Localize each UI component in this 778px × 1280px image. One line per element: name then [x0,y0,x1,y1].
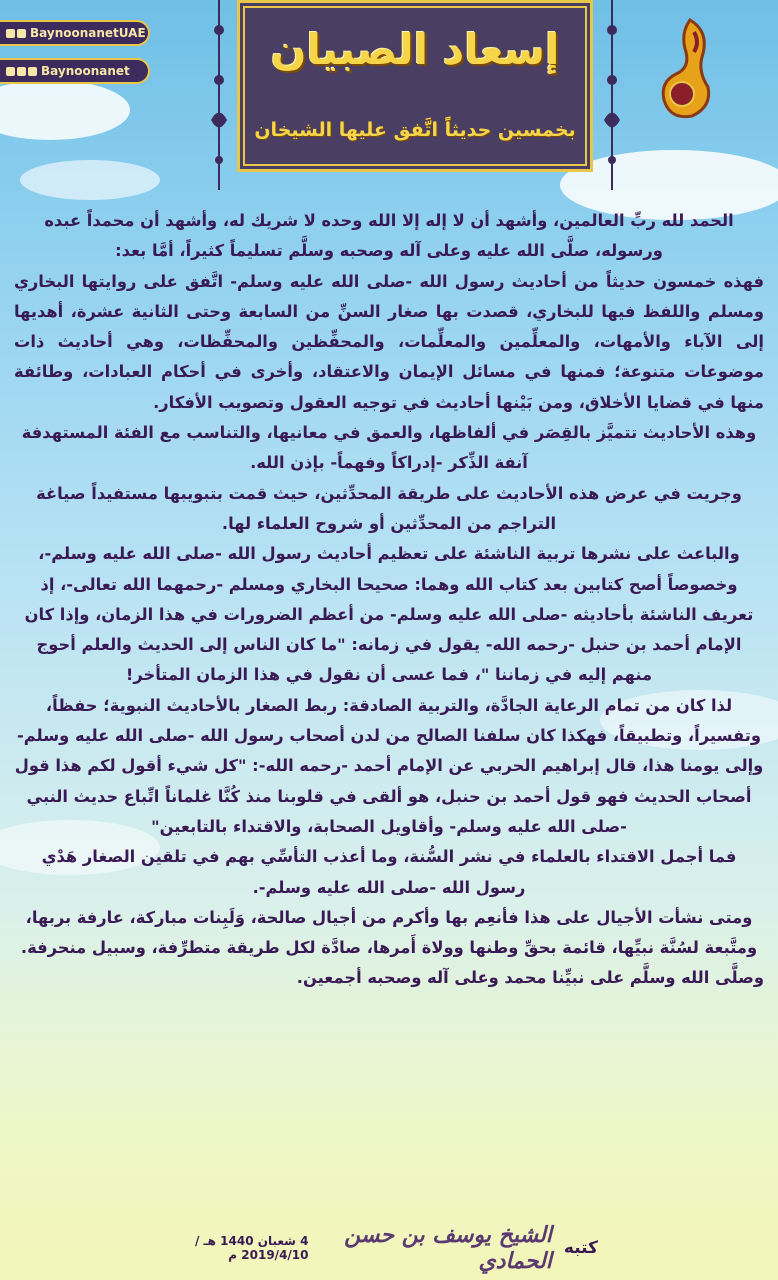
cloud-decoration [0,80,130,140]
paragraph: الحمد لله ربِّ العالمين، وأشهد أن لا إله إلا الله وحده لا شريك له، وأشهد أن محمداً عبده ورسوله، صلَّى الله عليه وعلى آله وصحبه وسلَّم تسليماً كثيراً، أمَّا بعد: [44,211,734,261]
paragraph: لذا كان من تمام الرعاية الجادَّة، والتربية الصادقة: ربط الصغار بالأحاديث النبوية؛ حفظاً، وتفسيراً، وتطبيقاً، فهكذا كان سلفنا الصالح من لدن أصحاب رسول الله -صلى الله عليه وسلم- وإلى يومنا هذا، قال إبراهيم الحربي عن الإمام أحمد -رحمه الله-: "كل شيء أقول لكم هذا قول أصحاب الحديث فهو قول أحمد بن حنبل، هو ألقى في قلوبنا منذ كُنَّا غلماناً اتِّباع حديث النبي -صلى الله عليه وسلم- وأقاويل الصحابة، والاقتداء بالتابعين" [14,695,764,836]
paragraph: فهذه خمسون حديثاً من أحاديث رسول الله -صلى الله عليه وسلم- اتَّفق على روايتها البخاري ومسلم واللفظ فيها للبخاري، قصدت بها صغار السنِّ من السابعة وحتى الثانية عشرة، أهديها إلى الآباء والأمهات، والمعلِّمين والمعلِّمات، والمحفِّظين والمحفِّظات، وهي أحاديث ذات موضوعات متنوعة؛ فمنها في مسائل الإيمان والاعتقاد، وأخرى في أحكام العبادات، وطائفة منها في قضايا الأخلاق، ومن بَيْنها أحاديث في توجيه العقول وتصويب الأفكار. [14,271,764,412]
page-subtitle: بخمسين حديثاً اتَّفق عليها الشيخان [254,119,576,141]
paragraph: فما أجمل الاقتداء بالعلماء في نشر السُّنة، وما أعذب التأسِّي بهم في تلقين الصغار هَدْي رسول الله -صلى الله عليه وسلم-. [41,847,737,897]
social-handle-badge[interactable] [0,58,150,84]
written-by-label: كتبه [563,1238,598,1258]
closing-paragraph: وصلَّى الله وسلَّم على نبيِّنا محمد وعلى آله وصحبه أجمعين. [296,968,764,988]
page-title: إسعاد الصبيان [270,25,560,74]
social-handle-label: Baynoonanet [41,64,130,78]
signature-footer [150,1222,598,1274]
paragraph: وجريت في عرض هذه الأحاديث على طريقة المحدِّثين، حيث قمت بتبويبها مستفيداً صياغة التراجم من المحدِّثين أو شروح العلماء لها. [36,483,742,533]
paragraph: ومتى نشأت الأجيال على هذا فأنعِم بها وأكرم من أجيال صالحة، وَلَبِنات مباركة، عارفة بربها، ومتَّبعة لسُنَّة نبيِّها، قائمة بحقِّ وطنها وولاة أَمرها، صادَّة لكل طريقة متطرِّفة، وسبيل منحرفة. [20,907,758,958]
social-media-icons [6,67,37,76]
cloud-decoration [20,160,160,200]
title-banner [237,0,593,172]
baynoona-logo-icon [650,12,720,122]
hanging-ornament-icon [602,0,622,200]
social-handle-badge[interactable] [0,20,150,46]
social-handle-label: BaynoonanetUAE [30,26,146,40]
article-body [14,206,764,994]
author-signature: الشيخ يوسف بن حسن الحمادي [344,1222,552,1274]
paragraph: والباعث على نشرها تربية الناشئة على تعظيم أحاديث رسول الله -صلى الله عليه وسلم-، وخصوصاً أصح كتابين بعد كتاب الله وهما: صحيحا البخاري ومسلم -رحمهما الله تعالى-، إذ تعريف الناشئة بأحاديثه -صلى الله عليه وسلم- من أعظم الضرورات في هذا الزمان، وإذا كان الإمام أحمد بن حنبل -رحمه الله- يقول في زمانه: "ما كان الناس إلى الحديث والعلم أحوج منهم إليه في زماننا "، فما عسى أن نقول في هذا الزمان المتأخر! [24,544,754,685]
date-label: 4 شعبان 1440 هـ / 2019/4/10 م [194,1234,309,1262]
hanging-ornament-icon [209,0,229,200]
social-media-icons [6,29,26,38]
paragraph: وهذه الأحاديث تتميَّز بالقِصَر في ألفاظها، والعمق في معانيها، والتناسب مع الفئة المستهدفة آنفة الذِّكر -إدراكاً وفهماً- بإذن الله. [21,423,757,473]
